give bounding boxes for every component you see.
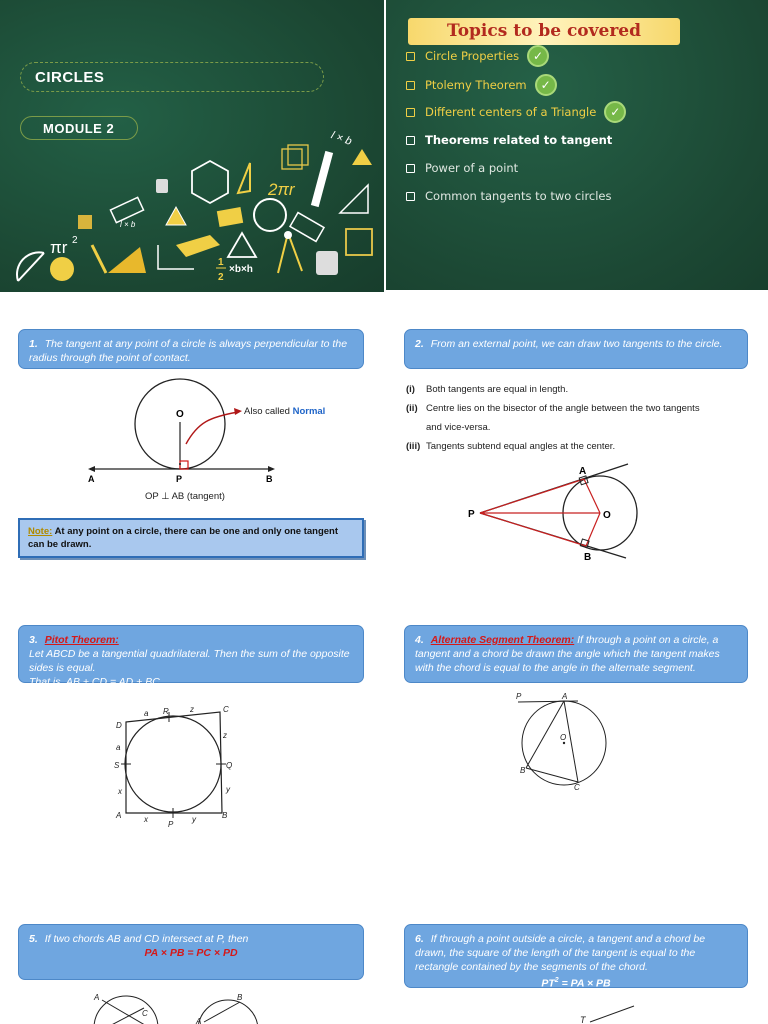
svg-text:2πr: 2πr (268, 180, 295, 199)
topic-item (406, 102, 626, 122)
svg-text:R: R (163, 707, 169, 716)
theorem-text: From an external point, we can draw two tangents to the circle. (430, 338, 723, 350)
list-item: (i) Both tangents are equal in length. (406, 384, 569, 395)
svg-text:l × b: l × b (329, 129, 354, 148)
topic-item (406, 75, 557, 95)
theorem-card-2 (404, 329, 748, 369)
theorem-number: 5. (29, 933, 38, 945)
topic-label: Circle Properties (425, 49, 520, 63)
theorem-number: 1. (29, 338, 38, 350)
check-icon: ✓ (527, 45, 549, 67)
property-list (406, 380, 766, 456)
theorem-text: The tangent at any point of a circle is always perpendicular to the radius through the point of contact. (29, 338, 348, 364)
svg-text:Q: Q (226, 761, 233, 770)
theorem-number: 6. (415, 933, 424, 945)
svg-text:O: O (603, 510, 611, 521)
svg-text:πr: πr (50, 238, 68, 257)
title-banner (0, 0, 384, 292)
svg-text:A: A (562, 692, 568, 701)
svg-text:2: 2 (72, 235, 78, 246)
math-doodles-illustration (0, 105, 384, 292)
svg-text:z: z (190, 705, 194, 714)
checkbox-icon (406, 108, 415, 117)
svg-text:P: P (468, 509, 475, 520)
topic-item (406, 158, 518, 178)
topic-item (406, 46, 549, 66)
svg-text:P: P (176, 474, 183, 484)
topic-label: Ptolemy Theorem (425, 78, 527, 92)
tangent-secant-diagram (576, 1002, 636, 1024)
list-item: and vice-versa. (426, 422, 491, 433)
svg-text:a: a (116, 743, 121, 752)
svg-text:C: C (574, 783, 580, 792)
svg-text:A: A (116, 811, 122, 820)
svg-text:x: x (144, 815, 148, 824)
check-icon: ✓ (535, 74, 557, 96)
svg-text:A: A (196, 1017, 202, 1024)
theorem-text: That is, AB + CD = AD + BC. (29, 676, 163, 688)
checkbox-icon (406, 192, 415, 201)
theorem-card-5 (18, 924, 364, 980)
list-item: (iii) Tangents subtend equal angles at the center. (406, 441, 616, 452)
checkbox-icon (406, 52, 415, 61)
theorem-title: Alternate Segment Theorem: (430, 634, 575, 646)
svg-text:B: B (520, 766, 526, 775)
checkbox-icon (406, 81, 415, 90)
svg-text:T: T (580, 1015, 586, 1024)
theorem-text: If two chords AB and CD intersect at P, then (44, 933, 249, 945)
intersecting-chords-diagram (80, 988, 280, 1024)
svg-text:A: A (579, 466, 587, 477)
topic-label: Power of a point (425, 161, 519, 175)
checkbox-icon (406, 136, 415, 145)
checkbox-icon (406, 164, 415, 173)
svg-text:y: y (226, 785, 230, 794)
svg-text:D: D (116, 721, 122, 730)
svg-text:l × b: l × b (120, 220, 136, 229)
svg-text:A: A (88, 474, 95, 484)
theorem-number: 3. (29, 634, 38, 646)
check-icon: ✓ (604, 101, 626, 123)
svg-text:1: 1 (218, 257, 224, 268)
svg-text:B: B (222, 811, 228, 820)
topics-banner (386, 0, 768, 290)
svg-text:x: x (118, 787, 122, 796)
theorem-text: If through a point on a circle, a tangent and a chord be drawn the angle which the tangent makes with the chord is equal to the angle in the alternate segment. (415, 634, 720, 674)
topics-title: Topics to be covered (408, 18, 680, 45)
svg-text:B: B (266, 474, 273, 484)
svg-text:y: y (192, 815, 196, 824)
theorem-card-4 (404, 625, 748, 683)
theorem-number: 2. (415, 338, 424, 350)
theorem-number: 4. (415, 634, 424, 646)
topic-label: Different centers of a Triangle (425, 105, 597, 119)
svg-text:×b×h: ×b×h (229, 264, 253, 275)
svg-text:A: A (94, 993, 100, 1002)
theorem-card-6 (404, 924, 748, 988)
theorem-title: Pitot Theorem: (44, 634, 119, 646)
theorem-card-3 (18, 625, 364, 688)
svg-text:z: z (223, 731, 227, 740)
note-text: At any point on a circle, there can be one and only one tangent can be drawn. (28, 526, 339, 550)
theorem-formula: PA × PB = PC × PD (144, 947, 238, 959)
svg-text:P: P (168, 820, 174, 829)
svg-text:S: S (114, 761, 120, 770)
svg-text:P: P (516, 692, 522, 701)
theorem-formula: $PT^2$ = PA × PB (541, 977, 611, 990)
svg-text:C: C (223, 705, 229, 714)
svg-text:O: O (176, 409, 184, 420)
svg-text:2: 2 (218, 272, 224, 283)
topic-label: Theorems related to tangent (425, 133, 613, 147)
svg-text:OP ⊥ AB (tangent): OP ⊥ AB (tangent) (145, 491, 225, 502)
module-label: MODULE 2 (20, 116, 138, 140)
svg-text:B: B (237, 993, 243, 1002)
pitot-theorem-diagram (110, 700, 240, 830)
topic-label: Common tangents to two circles (425, 189, 612, 203)
alternate-segment-diagram (508, 690, 618, 795)
svg-text:Also called Normal: Also called Normal (244, 406, 326, 417)
svg-text:a: a (144, 709, 149, 718)
topic-item (406, 130, 612, 150)
svg-text:C: C (142, 1009, 148, 1018)
theorem-text: Let ABCD be a tangential quadrilateral. Then the sum of the opposite sides is equal. (29, 648, 350, 674)
svg-text:O: O (560, 733, 567, 742)
theorem-card-1 (18, 329, 364, 369)
svg-text:B: B (584, 552, 592, 563)
theorem-text: If through a point outside a circle, a tangent and a chord be drawn, the square of the length of the tangent is equal to the rectangle contained by the segments of the chord. (415, 933, 706, 973)
note-label: Note: (28, 526, 53, 537)
note-box (18, 518, 364, 558)
list-item: (ii) Centre lies on the bisector of the angle between the two tangents (406, 403, 700, 414)
two-tangents-diagram (460, 460, 640, 565)
topic-item (406, 186, 612, 206)
course-title: CIRCLES (20, 62, 324, 92)
tangent-perpendicular-diagram (80, 372, 380, 507)
